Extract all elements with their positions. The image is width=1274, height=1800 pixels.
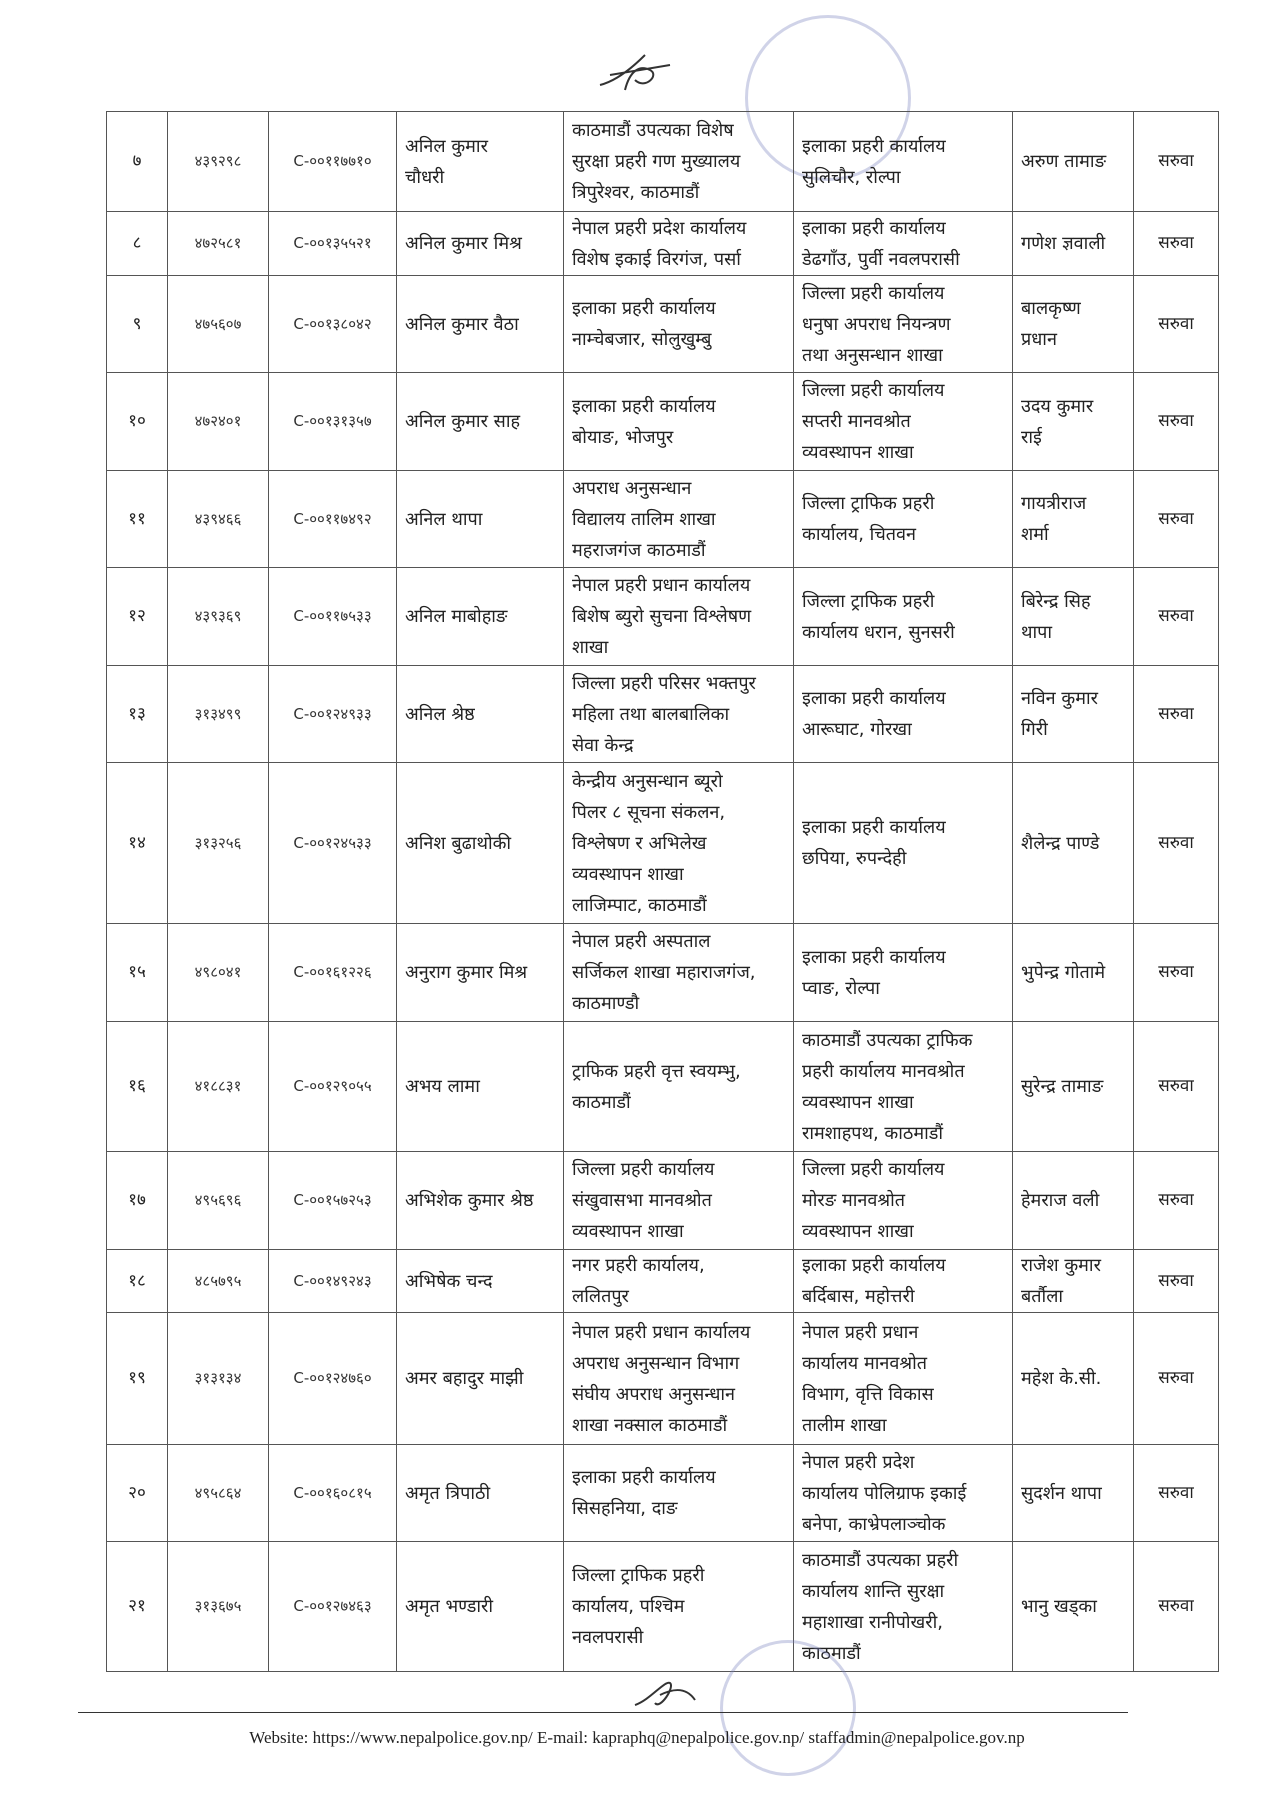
cell-sn: १९ <box>107 1313 168 1445</box>
cell-code: C-००१२७४६३ <box>269 1542 397 1672</box>
cell-officer: सुदर्शन थापा <box>1013 1445 1134 1542</box>
cell-to: इलाका प्रहरी कार्यालय सुलिचौर, रोल्पा <box>794 112 1013 212</box>
cell-remark: सरुवा <box>1134 212 1219 276</box>
table-row <box>107 924 1219 1022</box>
cell-sn: ९ <box>107 276 168 373</box>
cell-from: जिल्ला ट्राफिक प्रहरी कार्यालय, पश्चिम नवलपरासी <box>564 1542 794 1672</box>
cell-id: ३१३२५६ <box>168 763 269 924</box>
cell-to: जिल्ला प्रहरी कार्यालय धनुषा अपराध नियन्त्रण तथा अनुसन्धान शाखा <box>794 276 1013 373</box>
cell-code: C-००१६०८१५ <box>269 1445 397 1542</box>
cell-name: अनिल कुमार मिश्र <box>397 212 564 276</box>
table-row <box>107 666 1219 763</box>
cell-id: ४९५८६४ <box>168 1445 269 1542</box>
cell-id: ४३९४६६ <box>168 471 269 568</box>
cell-to: इलाका प्रहरी कार्यालय बर्दिबास, महोत्तरी <box>794 1250 1013 1313</box>
cell-remark: सरुवा <box>1134 1152 1219 1250</box>
cell-id: ४९८०४१ <box>168 924 269 1022</box>
cell-to: काठमाडौं उपत्यका प्रहरी कार्यालय शान्ति सुरक्षा महाशाखा रानीपोखरी, काठमाडौं <box>794 1542 1013 1672</box>
cell-remark: सरुवा <box>1134 1022 1219 1152</box>
cell-sn: ७ <box>107 112 168 212</box>
cell-code: C-००१२४७६० <box>269 1313 397 1445</box>
cell-sn: २० <box>107 1445 168 1542</box>
cell-name: अभिषेक चन्द <box>397 1250 564 1313</box>
table-row <box>107 763 1219 924</box>
cell-to: इलाका प्रहरी कार्यालय छपिया, रुपन्देही <box>794 763 1013 924</box>
cell-name: अनिल कुमार साह <box>397 373 564 471</box>
cell-code: C-००११७७१० <box>269 112 397 212</box>
cell-officer: बिरेन्द्र सिह थापा <box>1013 568 1134 666</box>
cell-from: अपराध अनुसन्धान विद्यालय तालिम शाखा महराजगंज काठमाडौं <box>564 471 794 568</box>
cell-remark: सरुवा <box>1134 1250 1219 1313</box>
cell-to: नेपाल प्रहरी प्रधान कार्यालय मानवश्रोत विभाग, वृत्ति विकास तालीम शाखा <box>794 1313 1013 1445</box>
table-row <box>107 112 1219 212</box>
cell-name: अनिल थापा <box>397 471 564 568</box>
cell-officer: गायत्रीराज शर्मा <box>1013 471 1134 568</box>
cell-remark: सरुवा <box>1134 276 1219 373</box>
table-row <box>107 1250 1219 1313</box>
cell-officer: भुपेन्द्र गोतामे <box>1013 924 1134 1022</box>
cell-remark: सरुवा <box>1134 373 1219 471</box>
cell-name: अभिशेक कुमार श्रेष्ठ <box>397 1152 564 1250</box>
table-row <box>107 212 1219 276</box>
cell-from: नगर प्रहरी कार्यालय, ललितपुर <box>564 1250 794 1313</box>
cell-remark: सरुवा <box>1134 666 1219 763</box>
seal-stamp-bottom <box>720 1640 856 1776</box>
cell-from: नेपाल प्रहरी प्रधान कार्यालय अपराध अनुसन्धान विभाग संघीय अपराध अनुसन्धान शाखा नक्साल काठमाडौं <box>564 1313 794 1445</box>
table-row <box>107 1542 1219 1672</box>
cell-to: जिल्ला प्रहरी कार्यालय सप्तरी मानवश्रोत व्यवस्थापन शाखा <box>794 373 1013 471</box>
cell-remark: सरुवा <box>1134 924 1219 1022</box>
cell-remark: सरुवा <box>1134 1542 1219 1672</box>
cell-from: जिल्ला प्रहरी परिसर भक्तपुर महिला तथा बालबालिका सेवा केन्द्र <box>564 666 794 763</box>
cell-code: C-००१२४९३३ <box>269 666 397 763</box>
cell-id: ४७२५८१ <box>168 212 269 276</box>
cell-from: जिल्ला प्रहरी कार्यालय संखुवासभा मानवश्रोत व्यवस्थापन शाखा <box>564 1152 794 1250</box>
cell-officer: गणेश ज्ञवाली <box>1013 212 1134 276</box>
cell-to: काठमाडौं उपत्यका ट्राफिक प्रहरी कार्यालय मानवश्रोत व्यवस्थापन शाखा रामशाहपथ, काठमाडौं <box>794 1022 1013 1152</box>
cell-officer: राजेश कुमार बर्तौला <box>1013 1250 1134 1313</box>
cell-to: जिल्ला ट्राफिक प्रहरी कार्यालय, चितवन <box>794 471 1013 568</box>
cell-id: ३१३१३४ <box>168 1313 269 1445</box>
cell-code: C-००१२९०५५ <box>269 1022 397 1152</box>
cell-remark: सरुवा <box>1134 1445 1219 1542</box>
cell-sn: ११ <box>107 471 168 568</box>
cell-name: अभय लामा <box>397 1022 564 1152</box>
cell-code: C-००१३५५२१ <box>269 212 397 276</box>
footer-contact: Website: https://www.nepalpolice.gov.np/ E-mail: kapraphq@nepalpolice.gov.np/ staffadmin@nepalpolice.gov.np <box>249 1728 1025 1747</box>
cell-code: C-००१२४५३३ <box>269 763 397 924</box>
cell-officer: नविन कुमार गिरी <box>1013 666 1134 763</box>
cell-to: जिल्ला प्रहरी कार्यालय मोरङ मानवश्रोत व्यवस्थापन शाखा <box>794 1152 1013 1250</box>
cell-officer: महेश के.सी. <box>1013 1313 1134 1445</box>
cell-sn: २१ <box>107 1542 168 1672</box>
table-row <box>107 471 1219 568</box>
cell-remark: सरुवा <box>1134 763 1219 924</box>
cell-sn: १४ <box>107 763 168 924</box>
cell-to: इलाका प्रहरी कार्यालय प्वाङ, रोल्पा <box>794 924 1013 1022</box>
cell-code: C-००१५७२५३ <box>269 1152 397 1250</box>
table-row <box>107 276 1219 373</box>
cell-from: काठमाडौं उपत्यका विशेष सुरक्षा प्रहरी गण मुख्यालय त्रिपुरेश्वर, काठमाडौं <box>564 112 794 212</box>
cell-from: नेपाल प्रहरी अस्पताल सर्जिकल शाखा महाराजगंज, काठमाण्डौ <box>564 924 794 1022</box>
cell-code: C-००११७५३३ <box>269 568 397 666</box>
table-row <box>107 568 1219 666</box>
cell-id: ४८५७९५ <box>168 1250 269 1313</box>
cell-officer: अरुण तामाङ <box>1013 112 1134 212</box>
cell-officer: भानु खड्का <box>1013 1542 1134 1672</box>
cell-code: C-००१४९२४३ <box>269 1250 397 1313</box>
cell-code: C-००१३१३५७ <box>269 373 397 471</box>
table-row <box>107 1313 1219 1445</box>
cell-from: इलाका प्रहरी कार्यालय नाम्चेबजार, सोलुखुम्बु <box>564 276 794 373</box>
cell-name: अनिल श्रेष्ठ <box>397 666 564 763</box>
cell-to: इलाका प्रहरी कार्यालय डेढगाँउ, पुर्वी नवलपरासी <box>794 212 1013 276</box>
cell-name: अनुराग कुमार मिश्र <box>397 924 564 1022</box>
cell-remark: सरुवा <box>1134 568 1219 666</box>
cell-to: नेपाल प्रहरी प्रदेश कार्यालय पोलिग्राफ इकाई बनेपा, काभ्रेपलाञ्चोक <box>794 1445 1013 1542</box>
cell-sn: ८ <box>107 212 168 276</box>
cell-sn: १२ <box>107 568 168 666</box>
cell-name: अमृत त्रिपाठी <box>397 1445 564 1542</box>
cell-from: नेपाल प्रहरी प्रधान कार्यालय बिशेष ब्युरो सुचना विश्लेषण शाखा <box>564 568 794 666</box>
table-row <box>107 1152 1219 1250</box>
cell-sn: १६ <box>107 1022 168 1152</box>
cell-officer: हेमराज वली <box>1013 1152 1134 1250</box>
cell-id: ३१३६७५ <box>168 1542 269 1672</box>
cell-id: ४३९२९८ <box>168 112 269 212</box>
cell-id: ४३९३६९ <box>168 568 269 666</box>
cell-remark: सरुवा <box>1134 1313 1219 1445</box>
cell-from: ट्राफिक प्रहरी वृत्त स्वयम्भु, काठमाडौं <box>564 1022 794 1152</box>
table-row <box>107 1022 1219 1152</box>
cell-sn: १५ <box>107 924 168 1022</box>
table-row <box>107 1445 1219 1542</box>
cell-sn: १३ <box>107 666 168 763</box>
cell-name: अनिल कुमार चौधरी <box>397 112 564 212</box>
cell-id: ३१३४९९ <box>168 666 269 763</box>
cell-officer: बालकृष्ण प्रधान <box>1013 276 1134 373</box>
cell-id: ४९५६९६ <box>168 1152 269 1250</box>
cell-from: इलाका प्रहरी कार्यालय सिसहनिया, दाङ <box>564 1445 794 1542</box>
cell-name: अनिश बुढाथोकी <box>397 763 564 924</box>
transfer-table <box>106 111 1219 1672</box>
cell-id: ४१८८३१ <box>168 1022 269 1152</box>
signature-top <box>590 50 680 95</box>
cell-remark: सरुवा <box>1134 112 1219 212</box>
cell-officer: उदय कुमार राई <box>1013 373 1134 471</box>
cell-sn: १७ <box>107 1152 168 1250</box>
cell-sn: १८ <box>107 1250 168 1313</box>
cell-name: अमर बहादुर माझी <box>397 1313 564 1445</box>
cell-to: जिल्ला ट्राफिक प्रहरी कार्यालय धरान, सुनसरी <box>794 568 1013 666</box>
cell-officer: शैलेन्द्र पाण्डे <box>1013 763 1134 924</box>
cell-code: C-००१३८०४२ <box>269 276 397 373</box>
cell-to: इलाका प्रहरी कार्यालय आरूघाट, गोरखा <box>794 666 1013 763</box>
cell-code: C-००१६१२२६ <box>269 924 397 1022</box>
table-row <box>107 373 1219 471</box>
cell-officer: सुरेन्द्र तामाङ <box>1013 1022 1134 1152</box>
cell-name: अनिल कुमार वैठा <box>397 276 564 373</box>
footer-divider <box>78 1712 1128 1713</box>
cell-sn: १० <box>107 373 168 471</box>
cell-name: अनिल माबोहाङ <box>397 568 564 666</box>
cell-from: इलाका प्रहरी कार्यालय बोयाङ, भोजपुर <box>564 373 794 471</box>
cell-name: अमृत भण्डारी <box>397 1542 564 1672</box>
cell-code: C-००११७४९२ <box>269 471 397 568</box>
cell-from: केन्द्रीय अनुसन्धान ब्यूरो पिलर ८ सूचना संकलन, विश्लेषण र अभिलेख व्यवस्थापन शाखा लाजिम्पाट, काठमाडौं <box>564 763 794 924</box>
cell-id: ४७५६०७ <box>168 276 269 373</box>
signature-bottom <box>630 1675 700 1720</box>
cell-remark: सरुवा <box>1134 471 1219 568</box>
cell-id: ४७२४०१ <box>168 373 269 471</box>
cell-from: नेपाल प्रहरी प्रदेश कार्यालय विशेष इकाई विरगंज, पर्सा <box>564 212 794 276</box>
